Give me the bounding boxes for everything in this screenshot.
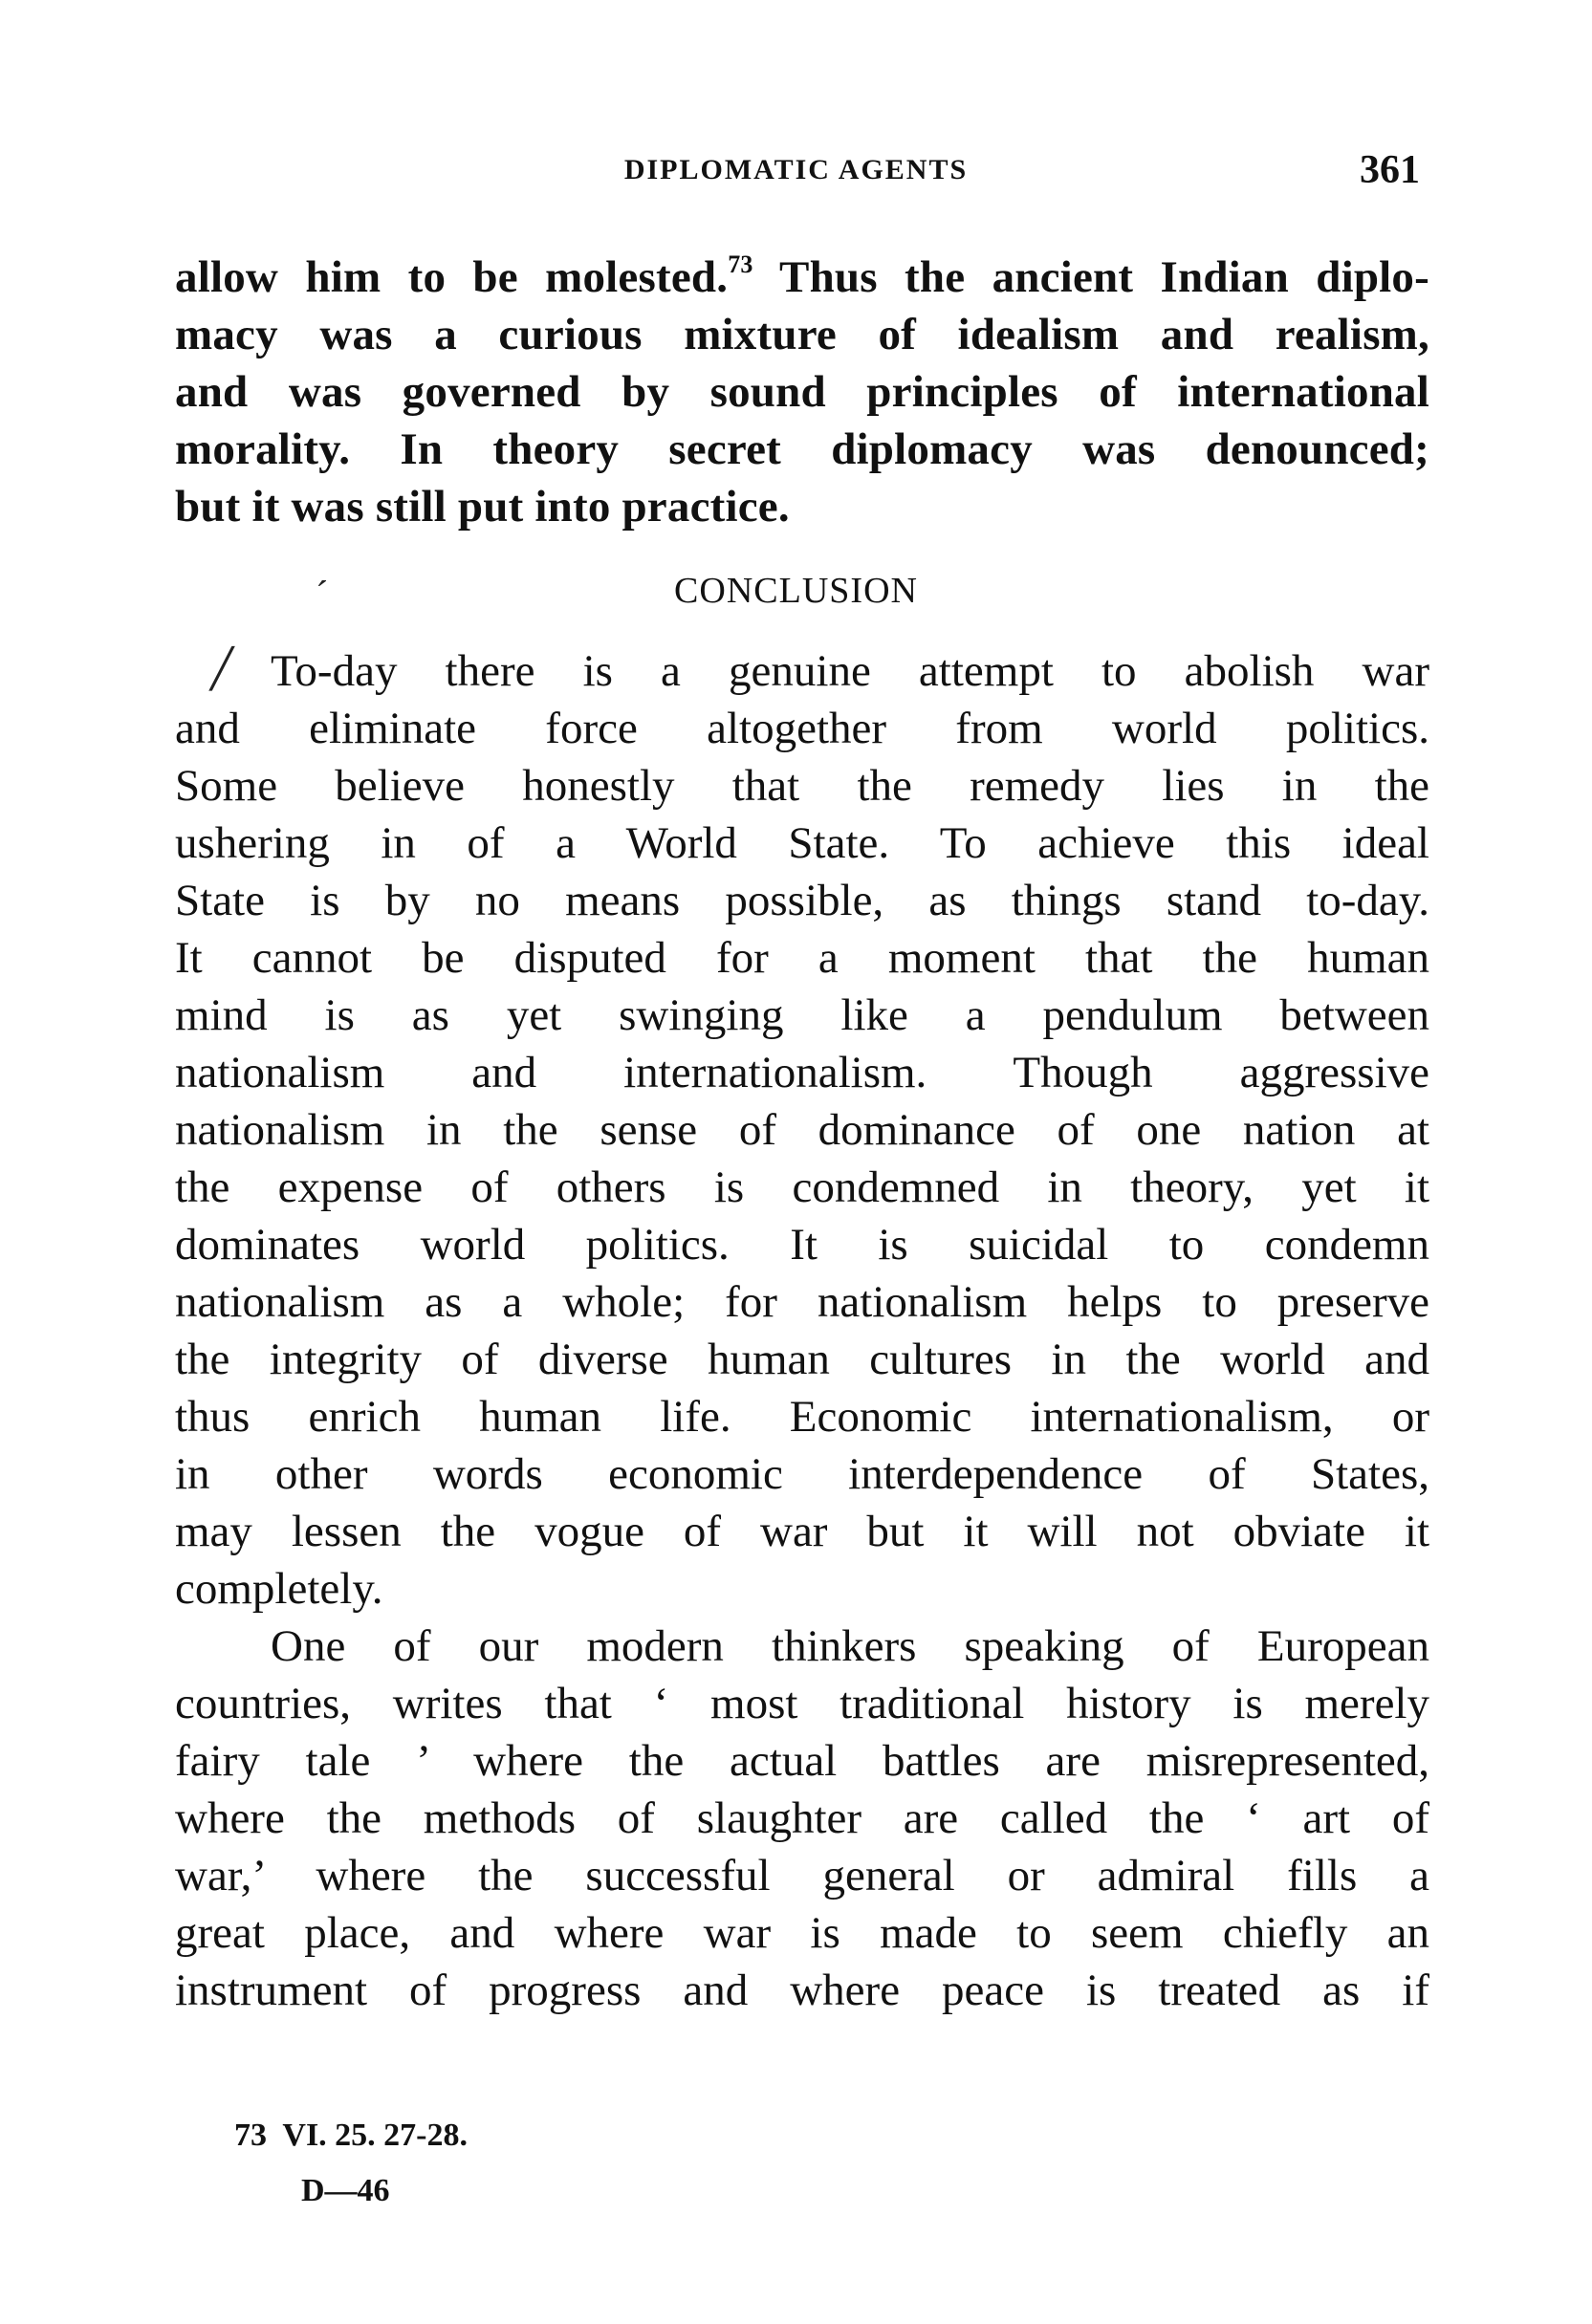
paragraph-1-line-5: but it was still put into practice. [175,482,790,532]
paragraph-2-line-12: nationalism as a whole; for nationalism helps to preserve [175,1277,1429,1327]
paragraph-1-line-1 [175,249,1429,306]
paragraph-2-line-15: in other words economic interdependence of States, [175,1449,1429,1499]
paragraph-3-line-7: instrument of progress and where peace is treated as if [175,1966,1429,2015]
paragraph-3-line-3: fairy tale ’ where the actual battles are misrepresented, [175,1736,1429,1786]
paragraph-3-line-6: great place, and where war is made to seem chiefly an [175,1908,1429,1958]
paragraph-3-line-1: One of our modern thinkers speaking of European [271,1621,1429,1671]
paragraph-2-line-3: Some believe honestly that the remedy lies in the [175,761,1429,811]
running-head [0,141,1592,199]
pencil-slash-icon: ╱ [210,647,234,690]
footnote-ref-73: 73 [728,250,753,278]
paragraph-2-line-8: nationalism and internationalism. Though aggressive [175,1048,1429,1097]
paragraph-3-line-4: where the methods of slaughter are called the ‘ art of [175,1793,1429,1843]
footnotes [234,2108,468,2219]
paragraph-3-line-5: war,’ where the successful general or admiral fills a [175,1851,1429,1900]
paragraph-2-line-7: mind is as yet swinging like a pendulum between [175,990,1429,1040]
paragraph-2-line-13: the integrity of diverse human cultures in the world and [175,1335,1429,1384]
paragraph-2-line-6: It cannot be disputed for a moment that the human [175,933,1429,983]
paragraph-2-line-5: State is by no means possible, as things stand to-day. [175,876,1429,925]
paragraph-1-line-3: and was governed by sound principles of international [175,367,1429,417]
printer-signature: D—46 [301,2173,390,2208]
page-number: 361 [1360,148,1420,192]
paragraph-2-line-14: thus enrich human life. Economic internationalism, or [175,1392,1429,1442]
paragraph-1-line-1-start: allow him to be molested. [175,252,729,302]
paragraph-1 [175,249,1429,535]
paragraph-3 [175,1618,1429,2019]
paragraph-2-line-2: and eliminate force altogether from world politics. [175,704,1429,753]
section-heading: CONCLUSION [674,571,918,611]
running-title: DIPLOMATIC AGENTS [623,154,969,185]
paragraph-2-line-9: nationalism in the sense of dominance of one nation at [175,1105,1429,1155]
paragraph-2-line-11: dominates world politics. It is suicidal to condemn [175,1220,1429,1270]
paragraph-2-line-10: the expense of others is condemned in theory, yet it [175,1162,1429,1212]
paragraph-2-line-16: may lessen the vogue of war but it will not obviate it [175,1507,1429,1556]
paragraph-3-line-2: countries, writes that ‘ most traditional history is merely [175,1679,1429,1728]
footnote-73: 73 VI. 25. 27-28. [234,2118,468,2153]
paragraph-2-line-4: ushering in of a World State. To achieve this ideal [175,818,1429,868]
paragraph-2 [175,642,1429,1618]
paragraph-2-line-17: completely. [175,1564,383,1614]
paragraph-2-line-1: To-day there is a genuine attempt to abolish war [271,646,1429,696]
paragraph-1-line-4: morality. In theory secret diplomacy was denounced; [175,424,1429,474]
paragraph-1-line-2: macy was a curious mixture of idealism and realism, [175,310,1429,359]
pencil-mark-icon: ˊ [316,573,329,616]
paragraph-1-line-1-end: Thus the ancient Indian diplo- [752,252,1429,302]
